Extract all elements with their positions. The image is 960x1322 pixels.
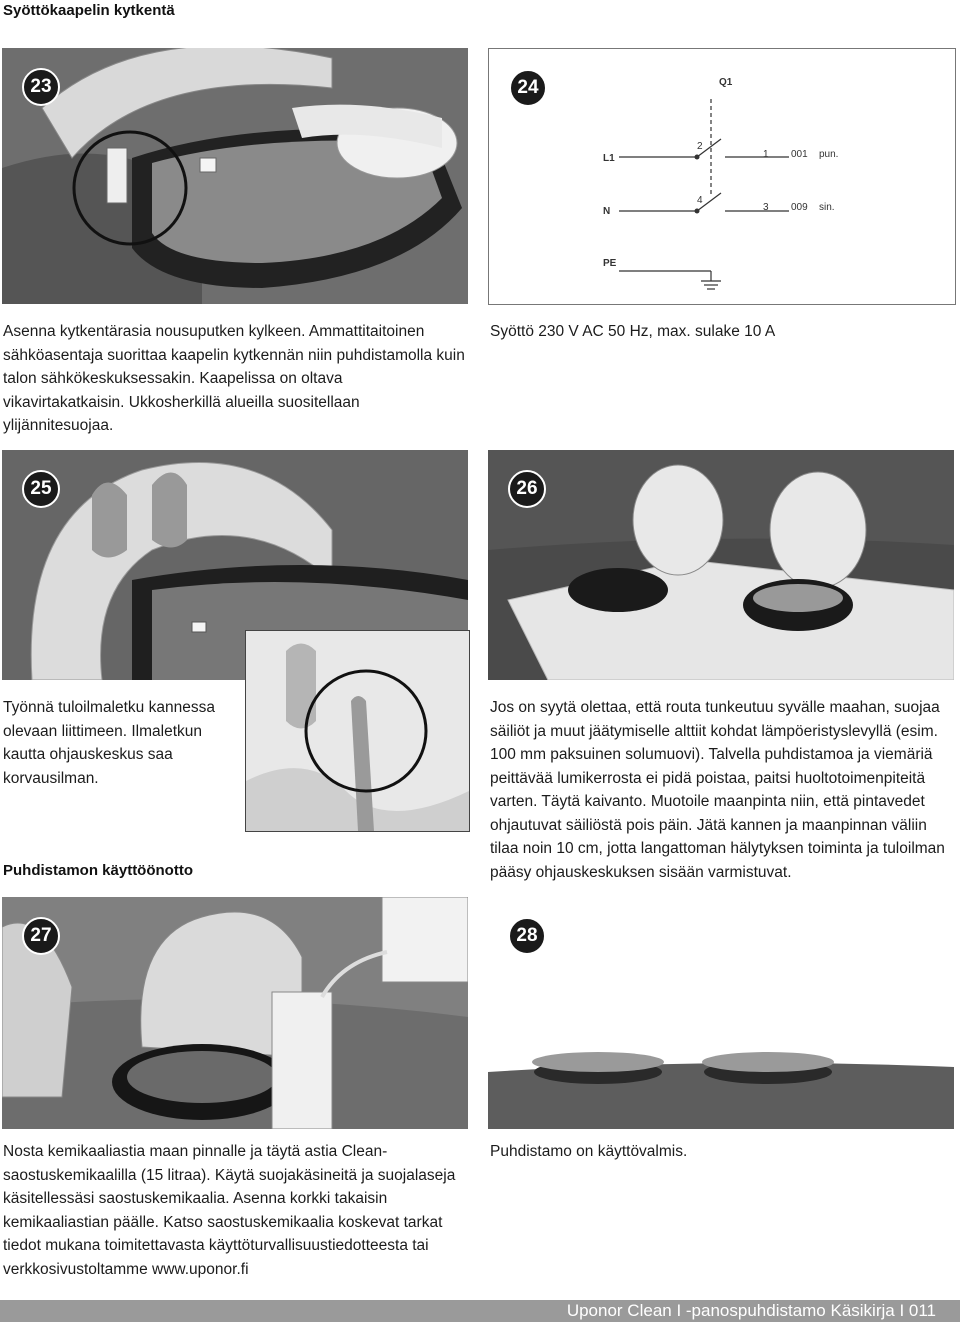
- pin-top-label: 2: [697, 141, 703, 152]
- terminal-3-label: 3: [763, 202, 769, 213]
- terminal-1-color: pun.: [819, 149, 839, 160]
- section-title-feed-cable: Syöttökaapelin kytkentä: [3, 2, 175, 19]
- step-badge-27: 27: [22, 917, 60, 955]
- photo-step-23: [2, 48, 468, 304]
- line-label: L1: [603, 153, 615, 164]
- pin-bottom-label: 4: [697, 195, 703, 206]
- wiring-diagram: [488, 48, 956, 305]
- step-badge-28: 28: [508, 917, 546, 955]
- photo-step-28: [488, 897, 954, 1129]
- caption-step-28: Puhdistamo on käyttövalmis.: [490, 1143, 688, 1160]
- page-footer: [0, 1300, 960, 1322]
- caption-step-23: Asenna kytkentärasia nousuputken kylkeen. Ammattitaitoinen sähköasentaja suorittaa kaapelin kytkennän niin puhdistamolla kuin talon sähkökeskuksessakin. Kaapelissa on oltava vikavirtakatkaisin. Ukkosherkillä alueilla suositellaan ylijännitesuojaa.: [3, 323, 465, 434]
- footer-text: Uponor Clean I -panospuhdistamo Käsikirja I 011: [566, 1301, 936, 1320]
- step-badge-26: 26: [508, 470, 546, 508]
- caption-step-24: Syöttö 230 V AC 50 Hz, max. sulake 10 A: [490, 323, 776, 340]
- terminal-1-label: 1: [763, 149, 769, 160]
- switch-label: Q1: [719, 77, 733, 88]
- caption-step-25: Työnnä tuloilmaletku kannessa olevaan liittimeen. Ilmaletkun kautta ohjauskeskus saa korvausilman.: [3, 699, 215, 787]
- step-badge-25: 25: [22, 470, 60, 508]
- caption-step-26: Jos on syytä olettaa, että routa tunkeutuu syvälle maahan, suojaa säiliöt ja muut jäätymiselle alttiit kohdat lämpöeristyslevyllä (esim. 100 mm paksuinen solumuovi). Talvella puhdistamoa ja viemäriä peittävää lumikerrosta ei pidä poistaa, paitsi huoltotoimenpiteitä varten. Täytä kaivanto. Muotoile maanpinta niin, että pintavedet ohjautuvat säiliöstä pois päin. Jätä kannen ja maanpinnan väliin tilaa noin 10 cm, jotta langattoman hälytyksen toiminta ja tuloilman pääsy ohjauskeskuksen sisään varmistuvat.: [490, 699, 945, 881]
- inset-zoom-step-25: [245, 630, 470, 832]
- step-badge-23: 23: [22, 68, 60, 106]
- terminal-1-code: 001: [791, 149, 808, 160]
- terminal-3-code: 009: [791, 202, 808, 213]
- earth-label: PE: [603, 258, 617, 269]
- neutral-label: N: [603, 206, 611, 217]
- photo-step-27: [2, 897, 468, 1129]
- terminal-3-color: sin.: [819, 202, 835, 213]
- section-title-commissioning: Puhdistamon käyttöönotto: [3, 862, 193, 879]
- caption-step-27: Nosta kemikaaliastia maan pinnalle ja täytä astia Clean-saostuskemikaalilla (15 litraa). Käytä suojakäsineitä ja suojalaseja käsitellessäsi saostuskemikaalia. Asenna korkki takaisin kemikaaliastian päälle. Katso saostuskemikaalia koskevat tarkat tiedot mukana toimitettavasta käyttöturvallisuustiedotteesta tai verkkosivustoltamme www.uponor.fi: [3, 1143, 456, 1278]
- step-badge-24: 24: [509, 69, 547, 107]
- photo-step-26: [488, 450, 954, 680]
